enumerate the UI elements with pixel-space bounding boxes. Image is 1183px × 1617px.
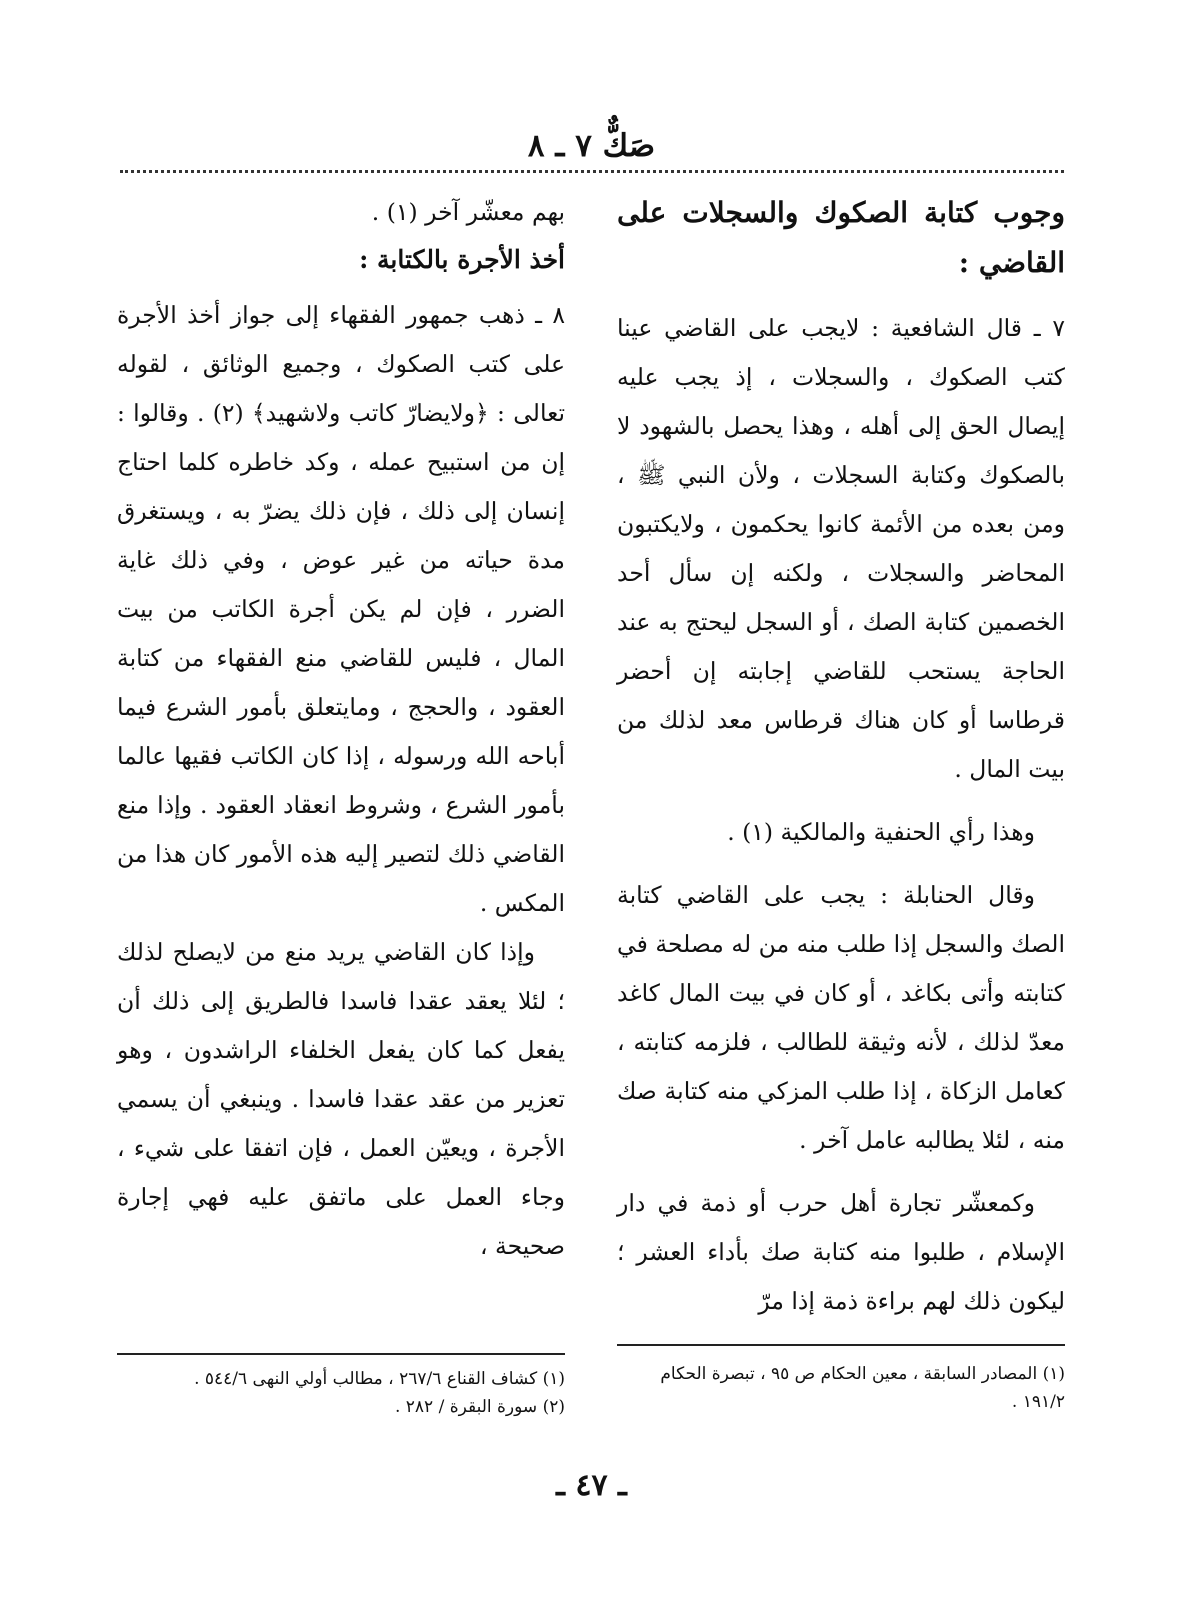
header-dotted-rule bbox=[120, 170, 1064, 173]
footnotes-right bbox=[617, 1360, 1065, 1416]
footnote: (١) المصادر السابقة ، معين الحكام ص ٩٥ ، تبصرة الحكام ١٩١/٢ . bbox=[660, 1364, 1065, 1412]
section-heading-obligation: وجوب كتابة الصكوك والسجلات على القاضي : bbox=[617, 196, 1065, 279]
footnote: (٢) سورة البقرة / ٢٨٢ . bbox=[394, 1397, 565, 1417]
footnotes-left bbox=[117, 1365, 565, 1421]
paragraph-hanafi-maliki-view: وهذا رأي الحنفية والمالكية (١) . bbox=[727, 818, 1035, 846]
footnote-divider-right bbox=[617, 1344, 1065, 1346]
section-heading-wages: أخذ الأجرة بالكتابة : bbox=[359, 245, 565, 274]
footnote-divider-left bbox=[117, 1353, 565, 1355]
paragraph-hanbali-view: وقال الحنابلة : يجب على القاضي كتابة الصك والسجل إذا طلب منه من له مصلحة في كتابته وأتى بكاغد ، أو كان في بيت المال كاغد معدّ لذلك ، لأنه وثيقة للطالب ، فلزمه كتابته ، كعامل الزكاة ، إذا طلب المزكي منه كتابة صك منه ، لئلا يطالبه عامل آخر . bbox=[617, 881, 1065, 1154]
footnote: (١) كشاف القناع ٢٦٧/٦ ، مطالب أولي النهى ٥٤٤/٦ . bbox=[194, 1369, 565, 1389]
paragraph-trade-tithe: وكمعشّر تجارة أهل حرب أو ذمة في دار الإسلام ، طلبوا منه كتابة صك بأداء العشر ؛ ليكون ذلك لهم براءة ذمة إذا مرّ bbox=[617, 1189, 1065, 1315]
paragraph-continuation: بهم معشّر آخر (١) . bbox=[371, 198, 565, 226]
running-header: صَكٌّ ٧ ـ ٨ bbox=[527, 128, 656, 164]
right-column bbox=[617, 188, 1065, 1326]
page-number: ـ ٤٧ ـ bbox=[556, 1468, 627, 1503]
paragraph-shafii-view: ٧ ـ قال الشافعية : لايجب على القاضي عينا كتب الصكوك ، والسجلات ، إذ يجب عليه إيصال الحق إلى أهله ، وهذا يحصل بالشهود لا بالصكوك وكتابة السجلات ، ولأن النبي ﷺ ، ومن بعده من الأئمة كانوا يحكمون ، ولايكتبون المحاضر والسجلات ، ولكنه إن سأل أحد الخصمين كتابة الصك ، أو السجل ليحتج به عند الحاجة يستحب للقاضي إجابته إن أحضر قرطاسا أو كان هناك قرطاس معد لذلك من بيت المال . bbox=[617, 314, 1065, 783]
paragraph-judge-prevention: وإذا كان القاضي يريد منع من لايصلح لذلك ؛ لئلا يعقد عقدا فاسدا فالطريق إلى ذلك أن يفعل كما كان يفعل الخلفاء الراشدون ، وهو تعزير من عقد عقدا فاسدا . وينبغي أن يسمي الأجرة ، ويعيّن العمل ، فإن اتفقا على شيء ، وجاء العمل على ماتفق عليه فهي إجارة صحيحة ، bbox=[117, 938, 565, 1260]
left-column bbox=[117, 188, 565, 1271]
paragraph-majority-view: ٨ ـ ذهب جمهور الفقهاء إلى جواز أخذ الأجرة على كتب الصكوك ، وجميع الوثائق ، لقوله تعالى : ﴿ولايضارّ كاتب ولاشهيد﴾ (٢) . وقالوا : إن من استبيح عمله ، وكد خاطره كلما احتاج إنسان إلى ذلك ، فإن ذلك يضرّ به ، ويستغرق مدة حياته من غير عوض ، وفي ذلك غاية الضرر ، فإن لم يكن أجرة الكاتب من بيت المال ، فليس للقاضي منع الفقهاء من كتابة العقود ، والحجج ، ومايتعلق بأمور الشرع فيما أباحه الله ورسوله ، إذا كان الكاتب فقيها عالما بأمور الشرع ، وشروط انعقاد العقود . وإذا منع القاضي ذلك لتصير إليه هذه الأمور كان هذا من المكس . bbox=[117, 301, 565, 917]
